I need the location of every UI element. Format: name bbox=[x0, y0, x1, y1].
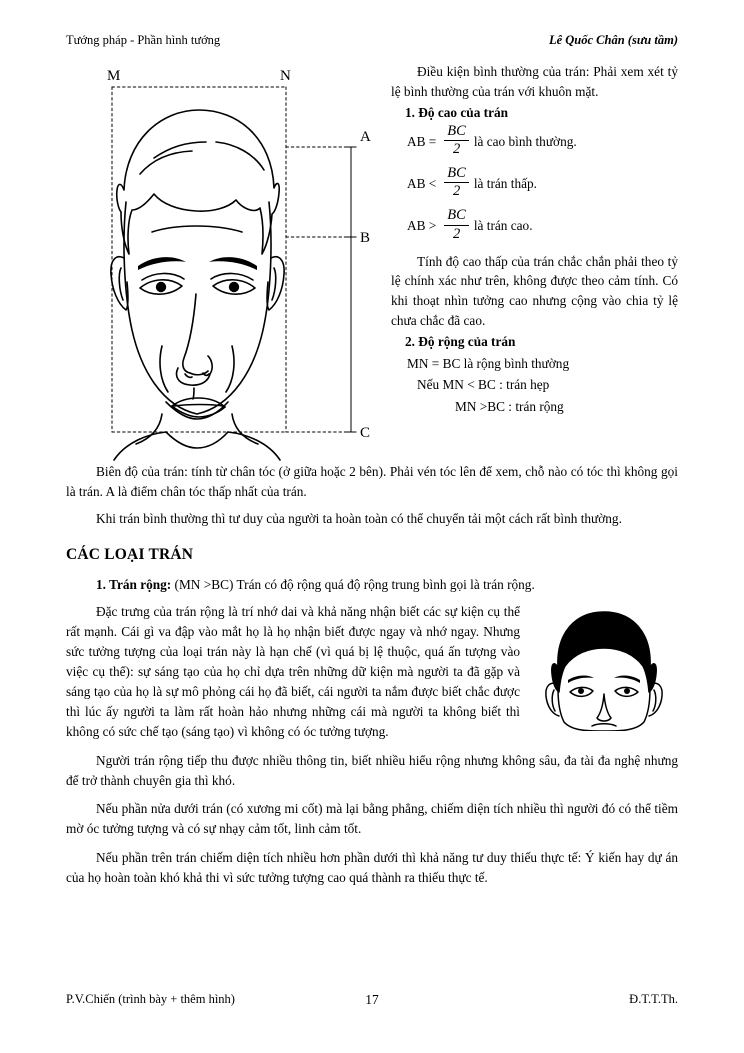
label-tran-rong: 1. Trán rộng: bbox=[96, 577, 172, 593]
formula-2-numerator: BC bbox=[444, 166, 469, 183]
formula-3-fraction bbox=[444, 208, 469, 241]
page-footer bbox=[66, 992, 678, 1007]
wide-forehead-portrait-svg bbox=[530, 606, 678, 731]
formula-row-1 bbox=[391, 122, 678, 158]
text-tran-rong: (MN >BC) Trán có độ rộng quá độ rộng trung bình gọi là trán rộng. bbox=[171, 577, 535, 593]
formula-2-fraction bbox=[444, 166, 469, 199]
heading-forehead-width: 2. Độ rộng của trán bbox=[405, 334, 516, 350]
rule-mn-less: Nếu MN < BC : trán hẹp bbox=[417, 377, 550, 393]
intro-paragraph: Điều kiện bình thường của trán: Phải xem xét tỷ lệ bình thường của trán với khuôn mặt. bbox=[391, 64, 678, 99]
formula-1-lhs: AB = bbox=[407, 133, 437, 149]
wide-forehead-portrait bbox=[530, 606, 678, 731]
heading-forehead-height: 1. Độ cao của trán bbox=[405, 105, 509, 121]
paragraph-tran-rong-def bbox=[66, 575, 678, 595]
paragraph-phan-tren: Nếu phần trên trán chiếm diện tích nhiều hơn phần dưới thì khả năng tư duy thiếu thực tế: Ý kiến hay dự án của họ hoàn toàn khó khả thi vì sức tưởng tượng cao quá thành ra thiếu thực tế. bbox=[66, 850, 678, 886]
formula-3-lhs: AB > bbox=[407, 218, 437, 234]
formula-1-fraction bbox=[444, 124, 469, 157]
formula-3-tail: là trán cao. bbox=[473, 218, 533, 234]
section-title-cac-loai-tran: CÁC LOẠI TRÁN bbox=[66, 545, 194, 563]
right-text-column bbox=[391, 62, 678, 418]
after-formulas-paragraph: Tính độ cao thấp của trán chắc chắn phải theo tỷ lệ chính xác như trên, không được theo cảm tính. Có khi thoạt nhìn tưởng cao nhưng cộng vào chia tỷ lệ chưa chắc đã cao. bbox=[391, 253, 678, 328]
label-m: M bbox=[107, 68, 121, 84]
paragraph-tran-binh-thuong: Khi trán bình thường thì tư duy của người ta hoàn toàn có thể chuyển tải một cách rất bình thường. bbox=[96, 510, 622, 526]
formula-1-numerator: BC bbox=[444, 124, 469, 141]
header-right-text: Lê Quốc Chân (sưu tầm) bbox=[548, 33, 678, 47]
paragraph-dac-trung: Đặc trưng của trán rộng là trí nhớ dai và khả năng nhận biết các sự kiện cụ thể rất mạnh. Cái gì va đập vào mắt họ là họ nhận biết được ngay và nhớ ngay. Nhưng sức tưởng tượng của loại trán này là hạn chế (vì quá bị lệ thuộc, quá ấn tượng vào việc cụ thể): sự sáng tạo của họ chỉ dựa trên những dữ kiện mà người ta đã gặp và sáng tạo của họ là sự mô phỏng cái họ đã biết, cái người ta nắm được biết chắc được thì lúc ấy người ta làm rất hoàn hảo nhưng những cái mà người ta không biết thì không có sức chế tạo (sáng tạo) vì không có óc tưởng tượng. bbox=[66, 604, 520, 739]
footer-right-text: Đ.T.T.Th. bbox=[629, 992, 678, 1006]
formula-row-3 bbox=[391, 209, 678, 242]
footer-left-text: P.V.Chiến (trình bày + thêm hình) bbox=[66, 992, 235, 1006]
label-b: B bbox=[360, 230, 371, 246]
page-number: 17 bbox=[365, 992, 379, 1007]
head-diagram-svg bbox=[66, 62, 381, 462]
paragraph-tiep-thu: Người trán rộng tiếp thu được nhiều thông tin, biết nhiều hiểu rộng nhưng không sâu, đa tài đa nghệ nhưng để trở thành chuyên gia thì khó. bbox=[66, 752, 678, 788]
formula-row-2 bbox=[391, 167, 678, 200]
formula-2-denominator: 2 bbox=[452, 183, 461, 200]
rule-mn-greater: MN >BC : trán rộng bbox=[455, 398, 564, 414]
label-a: A bbox=[360, 129, 371, 145]
formula-1-denominator: 2 bbox=[452, 140, 461, 157]
page-header bbox=[66, 33, 678, 48]
formula-3-denominator: 2 bbox=[452, 225, 461, 242]
formula-2-lhs: AB < bbox=[407, 175, 437, 191]
label-n: N bbox=[280, 68, 291, 84]
formula-2-tail: là trán thấp. bbox=[473, 175, 537, 191]
main-body-text bbox=[66, 462, 678, 897]
head-diagram-figure bbox=[66, 62, 381, 462]
header-left-text: Tướng pháp - Phần hình tướng bbox=[66, 33, 221, 47]
formula-1-tail: là cao bình thường. bbox=[473, 133, 577, 149]
top-zone bbox=[66, 62, 678, 462]
formula-3-numerator: BC bbox=[444, 208, 469, 225]
paragraph-nua-duoi: Nếu phần nửa dưới trán (có xương mi cốt) mà lại bằng phẳng, chiếm diện tích nhiều thì người đó có thể tiềm mờ óc tưởng tượng và có sự nhạy cảm tốt, linh cảm tốt. bbox=[66, 801, 678, 837]
rule-mn-equal: MN = BC là rộng bình thường bbox=[407, 355, 570, 371]
label-c: C bbox=[360, 425, 371, 441]
paragraph-bien-do: Biên độ của trán: tính từ chân tóc (ở giữa hoặc 2 bên). Phải vén tóc lên để xem, chỗ nào có tóc thì không gọi là trán. A là điểm chân tóc thấp nhất của trán. bbox=[66, 464, 678, 499]
